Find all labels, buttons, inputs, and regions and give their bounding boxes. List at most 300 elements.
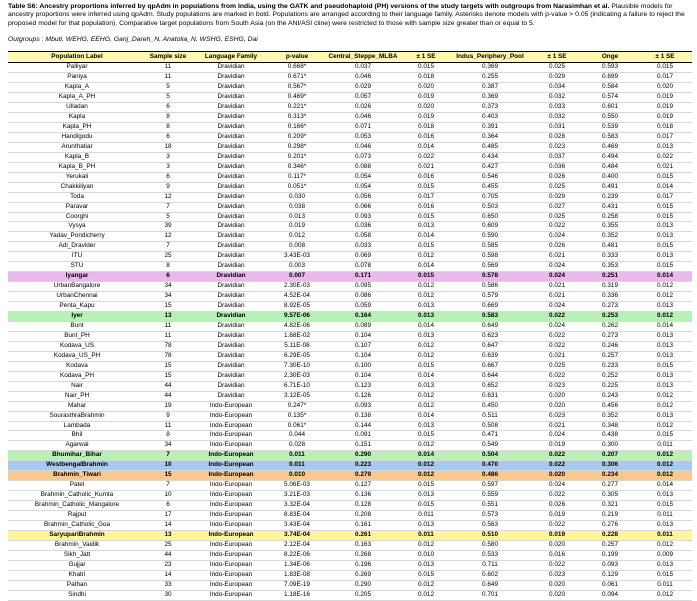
cell-central-steppe-value: 0.164 — [322, 312, 404, 322]
cell-indus-periphery-se: 0.022 — [532, 521, 582, 531]
cell-indus-periphery-se: 0.019 — [532, 511, 582, 521]
table-row — [8, 262, 692, 272]
cell-sample-size: 34 — [146, 441, 190, 451]
cell-onge-se: 0.013 — [638, 341, 692, 351]
cell-onge-value: 0.319 — [582, 282, 638, 292]
cell-indus-periphery-value: 0.403 — [448, 112, 532, 122]
cell-language-family: Dravidian — [190, 212, 272, 222]
cell-p-value: 1.68E-02 — [272, 331, 322, 341]
cell-p-value: 0.209* — [272, 132, 322, 142]
cell-p-value: 3.21E-03 — [272, 491, 322, 501]
cell-population-label: Kapla — [8, 112, 146, 122]
cell-onge-value: 0.061 — [582, 580, 638, 590]
cell-language-family: Dravidian — [190, 202, 272, 212]
cell-indus-periphery-se: 0.025 — [532, 63, 582, 73]
cell-population-label: Kapla_B — [8, 152, 146, 162]
table-row — [8, 451, 692, 461]
cell-central-steppe-value: 0.071 — [322, 122, 404, 132]
cell-indus-periphery-se: 0.023 — [532, 142, 582, 152]
cell-population-label: Kodava_PH — [8, 371, 146, 381]
cell-indus-periphery-value: 0.471 — [448, 431, 532, 441]
cell-indus-periphery-value: 0.649 — [448, 322, 532, 332]
cell-sample-size: 6 — [146, 501, 190, 511]
cell-central-steppe-value: 0.069 — [322, 252, 404, 262]
cell-central-steppe-se: 0.018 — [404, 73, 448, 83]
cell-onge-value: 0.228 — [582, 531, 638, 541]
table-row — [8, 531, 692, 541]
cell-sample-size: 39 — [146, 222, 190, 232]
cell-central-steppe-se: 0.016 — [404, 132, 448, 142]
cell-central-steppe-se: 0.013 — [404, 302, 448, 312]
cell-onge-se: 0.015 — [638, 63, 692, 73]
cell-central-steppe-value: 0.091 — [322, 431, 404, 441]
cell-p-value: 0.668* — [272, 63, 322, 73]
table-row — [8, 540, 692, 550]
cell-p-value: 7.09E-19 — [272, 580, 322, 590]
cell-indus-periphery-value: 0.667 — [448, 361, 532, 371]
cell-onge-se: 0.013 — [638, 560, 692, 570]
caption-title: Table S6: Ancestry proportions inferred by qpAdm in populations from India, using the GATK and pseudohaploid (PH) versions of the study targets with outgroups from Narasimhan et al. — [8, 3, 610, 10]
cell-central-steppe-value: 0.057 — [322, 93, 404, 103]
cell-onge-value: 0.574 — [582, 93, 638, 103]
cell-central-steppe-value: 0.078 — [322, 262, 404, 272]
cell-central-steppe-se: 0.015 — [404, 501, 448, 511]
cell-indus-periphery-value: 0.455 — [448, 182, 532, 192]
header-language-family: Language Family — [190, 52, 272, 63]
cell-population-label: Bunt — [8, 322, 146, 332]
table-row — [8, 521, 692, 531]
cell-central-steppe-value: 0.093 — [322, 212, 404, 222]
cell-p-value: 7.30E-10 — [272, 361, 322, 371]
cell-language-family: Indo-European — [190, 550, 272, 560]
cell-central-steppe-se: 0.012 — [404, 351, 448, 361]
table-row — [8, 73, 692, 83]
cell-central-steppe-se: 0.013 — [404, 521, 448, 531]
header-onge: Onge — [582, 52, 638, 63]
cell-sample-size: 6 — [146, 272, 190, 282]
cell-central-steppe-value: 0.123 — [322, 381, 404, 391]
cell-language-family: Dravidian — [190, 162, 272, 172]
cell-indus-periphery-value: 0.579 — [448, 292, 532, 302]
cell-p-value: 0.030 — [272, 192, 322, 202]
cell-p-value: 0.166* — [272, 122, 322, 132]
table-row — [8, 461, 692, 471]
cell-central-steppe-se: 0.018 — [404, 122, 448, 132]
cell-language-family: Dravidian — [190, 152, 272, 162]
cell-indus-periphery-value: 0.609 — [448, 222, 532, 232]
cell-sample-size: 15 — [146, 302, 190, 312]
cell-central-steppe-value: 0.037 — [322, 63, 404, 73]
cell-onge-se: 0.009 — [638, 550, 692, 560]
cell-population-label: Vysya — [8, 222, 146, 232]
cell-onge-value: 0.199 — [582, 550, 638, 560]
cell-indus-periphery-se: 0.024 — [532, 272, 582, 282]
cell-population-label: Kodava_US_PH — [8, 351, 146, 361]
cell-central-steppe-value: 0.104 — [322, 331, 404, 341]
cell-central-steppe-value: 0.104 — [322, 371, 404, 381]
cell-indus-periphery-value: 0.369 — [448, 93, 532, 103]
cell-population-label: Agarwal — [8, 441, 146, 451]
cell-language-family: Dravidian — [190, 272, 272, 282]
cell-onge-se: 0.021 — [638, 162, 692, 172]
cell-population-label: Gujjar — [8, 560, 146, 570]
cell-sample-size: 11 — [146, 73, 190, 83]
cell-onge-se: 0.015 — [638, 202, 692, 212]
cell-central-steppe-se: 0.013 — [404, 222, 448, 232]
cell-p-value: 1.18E-16 — [272, 590, 322, 600]
header-central-steppe: Central_Steppe_MLBA — [322, 52, 404, 63]
cell-indus-periphery-se: 0.022 — [532, 371, 582, 381]
cell-sample-size: 34 — [146, 282, 190, 292]
cell-onge-se: 0.017 — [638, 192, 692, 202]
cell-language-family: Indo-European — [190, 431, 272, 441]
cell-central-steppe-value: 0.046 — [322, 142, 404, 152]
cell-onge-se: 0.015 — [638, 361, 692, 371]
table-row — [8, 421, 692, 431]
cell-population-label: Pathan — [8, 580, 146, 590]
cell-language-family: Dravidian — [190, 361, 272, 371]
cell-central-steppe-value: 0.290 — [322, 451, 404, 461]
cell-indus-periphery-value: 0.586 — [448, 282, 532, 292]
cell-onge-value: 0.494 — [582, 152, 638, 162]
cell-indus-periphery-value: 0.602 — [448, 570, 532, 580]
table-row — [8, 580, 692, 590]
cell-onge-value: 0.491 — [582, 182, 638, 192]
cell-onge-se: 0.019 — [638, 93, 692, 103]
cell-indus-periphery-se: 0.020 — [532, 580, 582, 590]
cell-indus-periphery-value: 0.551 — [448, 501, 532, 511]
cell-sample-size: 11 — [146, 331, 190, 341]
cell-central-steppe-value: 0.107 — [322, 341, 404, 351]
cell-indus-periphery-value: 0.504 — [448, 451, 532, 461]
table-row — [8, 282, 692, 292]
cell-p-value: 2.12E-04 — [272, 540, 322, 550]
cell-onge-value: 0.219 — [582, 511, 638, 521]
cell-p-value: 0.117* — [272, 172, 322, 182]
cell-central-steppe-se: 0.012 — [404, 590, 448, 600]
cell-onge-se: 0.012 — [638, 391, 692, 401]
cell-central-steppe-se: 0.013 — [404, 491, 448, 501]
cell-sample-size: 15 — [146, 361, 190, 371]
cell-onge-value: 0.539 — [582, 122, 638, 132]
table-body — [8, 63, 692, 600]
cell-onge-value: 0.257 — [582, 351, 638, 361]
cell-population-label: Kapla_B_PH — [8, 162, 146, 172]
cell-p-value: 0.044 — [272, 431, 322, 441]
cell-onge-value: 0.234 — [582, 471, 638, 481]
cell-language-family: Indo-European — [190, 451, 272, 461]
cell-language-family: Indo-European — [190, 441, 272, 451]
cell-central-steppe-se: 0.014 — [404, 322, 448, 332]
cell-indus-periphery-value: 0.369 — [448, 63, 532, 73]
cell-population-label: Rajput — [8, 511, 146, 521]
cell-p-value: 0.567* — [272, 83, 322, 93]
cell-indus-periphery-value: 0.510 — [448, 531, 532, 541]
cell-indus-periphery-value: 0.486 — [448, 471, 532, 481]
cell-central-steppe-se: 0.014 — [404, 262, 448, 272]
cell-central-steppe-value: 0.104 — [322, 351, 404, 361]
cell-onge-value: 0.355 — [582, 222, 638, 232]
cell-sample-size: 11 — [146, 63, 190, 73]
cell-central-steppe-se: 0.012 — [404, 580, 448, 590]
cell-p-value: 0.298* — [272, 142, 322, 152]
table-row — [8, 132, 692, 142]
table-row — [8, 312, 692, 322]
cell-p-value: 3.43E-04 — [272, 521, 322, 531]
cell-sample-size: 13 — [146, 312, 190, 322]
cell-language-family: Dravidian — [190, 172, 272, 182]
cell-indus-periphery-se: 0.023 — [532, 411, 582, 421]
header-population-label: Population Label — [8, 52, 146, 63]
cell-sample-size: 78 — [146, 351, 190, 361]
cell-population-label: Patel — [8, 481, 146, 491]
cell-onge-se: 0.013 — [638, 381, 692, 391]
cell-language-family: Dravidian — [190, 282, 272, 292]
cell-onge-se: 0.020 — [638, 83, 692, 93]
cell-onge-se: 0.012 — [638, 401, 692, 411]
cell-p-value: 0.003 — [272, 262, 322, 272]
cell-onge-value: 0.262 — [582, 322, 638, 332]
table-row — [8, 202, 692, 212]
cell-onge-se: 0.011 — [638, 441, 692, 451]
cell-p-value: 0.051* — [272, 182, 322, 192]
cell-onge-se: 0.019 — [638, 103, 692, 113]
cell-indus-periphery-value: 0.644 — [448, 371, 532, 381]
cell-onge-se: 0.011 — [638, 531, 692, 541]
cell-indus-periphery-se: 0.026 — [532, 172, 582, 182]
cell-central-steppe-value: 0.138 — [322, 411, 404, 421]
cell-indus-periphery-value: 0.652 — [448, 381, 532, 391]
cell-onge-se: 0.012 — [638, 540, 692, 550]
cell-sample-size: 12 — [146, 192, 190, 202]
cell-onge-se: 0.014 — [638, 182, 692, 192]
cell-central-steppe-value: 0.056 — [322, 192, 404, 202]
table-row — [8, 361, 692, 371]
cell-onge-value: 0.352 — [582, 232, 638, 242]
cell-onge-se: 0.012 — [638, 590, 692, 600]
cell-population-label: Mahar — [8, 401, 146, 411]
cell-indus-periphery-value: 0.711 — [448, 560, 532, 570]
cell-population-label: Khatri — [8, 570, 146, 580]
cell-population-label: Brahmin_Catholic_Mangalore — [8, 501, 146, 511]
cell-onge-value: 0.243 — [582, 391, 638, 401]
cell-indus-periphery-se: 0.034 — [532, 83, 582, 93]
cell-indus-periphery-value: 0.549 — [448, 441, 532, 451]
cell-onge-value: 0.469 — [582, 142, 638, 152]
table-row — [8, 381, 692, 391]
table-row — [8, 411, 692, 421]
table-row — [8, 351, 692, 361]
cell-sample-size: 17 — [146, 511, 190, 521]
cell-central-steppe-value: 0.026 — [322, 103, 404, 113]
cell-onge-value: 0.225 — [582, 381, 638, 391]
cell-onge-value: 0.239 — [582, 192, 638, 202]
cell-onge-value: 0.257 — [582, 540, 638, 550]
cell-sample-size: 78 — [146, 341, 190, 351]
cell-population-label: Coorghi — [8, 212, 146, 222]
cell-central-steppe-value: 0.073 — [322, 152, 404, 162]
cell-population-label: Paravar — [8, 202, 146, 212]
cell-p-value: 3.32E-04 — [272, 501, 322, 511]
cell-indus-periphery-se: 0.024 — [532, 302, 582, 312]
cell-central-steppe-value: 0.033 — [322, 242, 404, 252]
cell-p-value: 0.038 — [272, 202, 322, 212]
cell-onge-se: 0.014 — [638, 481, 692, 491]
cell-population-label: Bhumihar_Bihar — [8, 451, 146, 461]
cell-onge-se: 0.015 — [638, 212, 692, 222]
table-row — [8, 242, 692, 252]
cell-sample-size: 12 — [146, 232, 190, 242]
cell-indus-periphery-value: 0.647 — [448, 341, 532, 351]
cell-language-family: Dravidian — [190, 341, 272, 351]
cell-population-label: UrbanChennai — [8, 292, 146, 302]
table-row — [8, 172, 692, 182]
cell-central-steppe-se: 0.013 — [404, 381, 448, 391]
cell-sample-size: 9 — [146, 411, 190, 421]
cell-central-steppe-value: 0.171 — [322, 272, 404, 282]
cell-indus-periphery-se: 0.021 — [532, 421, 582, 431]
cell-indus-periphery-se: 0.022 — [532, 222, 582, 232]
cell-population-label: Lambada — [8, 421, 146, 431]
cell-population-label: Handigodu — [8, 132, 146, 142]
cell-central-steppe-se: 0.010 — [404, 550, 448, 560]
cell-onge-value: 0.129 — [582, 570, 638, 580]
cell-indus-periphery-se: 0.020 — [532, 401, 582, 411]
cell-language-family: Dravidian — [190, 351, 272, 361]
cell-central-steppe-value: 0.268 — [322, 550, 404, 560]
cell-p-value: 3.43E-03 — [272, 252, 322, 262]
cell-onge-se: 0.013 — [638, 222, 692, 232]
cell-onge-value: 0.258 — [582, 212, 638, 222]
cell-p-value: 1.34E-06 — [272, 560, 322, 570]
cell-sample-size: 8 — [146, 262, 190, 272]
cell-sample-size: 15 — [146, 371, 190, 381]
cell-language-family: Dravidian — [190, 302, 272, 312]
cell-indus-periphery-value: 0.580 — [448, 540, 532, 550]
cell-central-steppe-value: 0.086 — [322, 292, 404, 302]
cell-indus-periphery-se: 0.037 — [532, 152, 582, 162]
cell-indus-periphery-value: 0.508 — [448, 421, 532, 431]
cell-population-label: SaryupariBrahmin — [8, 531, 146, 541]
cell-population-label: Kapla_A_PH — [8, 93, 146, 103]
cell-indus-periphery-value: 0.569 — [448, 262, 532, 272]
table-row — [8, 162, 692, 172]
cell-onge-se: 0.012 — [638, 471, 692, 481]
cell-indus-periphery-value: 0.631 — [448, 391, 532, 401]
cell-p-value: 0.028 — [272, 441, 322, 451]
cell-language-family: Indo-European — [190, 461, 272, 471]
cell-onge-se: 0.013 — [638, 411, 692, 421]
cell-sample-size: 25 — [146, 540, 190, 550]
cell-p-value: 8.92E-05 — [272, 302, 322, 312]
cell-population-label: Kapla_PH — [8, 122, 146, 132]
cell-indus-periphery-value: 0.387 — [448, 83, 532, 93]
cell-central-steppe-value: 0.161 — [322, 521, 404, 531]
cell-sample-size: 6 — [146, 172, 190, 182]
cell-p-value: 3.12E-05 — [272, 391, 322, 401]
cell-central-steppe-se: 0.012 — [404, 461, 448, 471]
cell-sample-size: 15 — [146, 471, 190, 481]
cell-onge-se: 0.012 — [638, 421, 692, 431]
cell-p-value: 3.74E-04 — [272, 531, 322, 541]
cell-p-value: 0.012 — [272, 232, 322, 242]
cell-sample-size: 44 — [146, 381, 190, 391]
cell-indus-periphery-value: 0.450 — [448, 401, 532, 411]
cell-onge-se: 0.013 — [638, 351, 692, 361]
cell-language-family: Dravidian — [190, 371, 272, 381]
cell-language-family: Dravidian — [190, 182, 272, 192]
cell-p-value: 5.06E-03 — [272, 481, 322, 491]
cell-population-label: STU — [8, 262, 146, 272]
cell-indus-periphery-value: 0.546 — [448, 172, 532, 182]
cell-population-label: Arunthatiar — [8, 142, 146, 152]
cell-indus-periphery-value: 0.639 — [448, 351, 532, 361]
cell-onge-se: 0.012 — [638, 461, 692, 471]
cell-central-steppe-se: 0.022 — [404, 152, 448, 162]
cell-indus-periphery-se: 0.019 — [532, 531, 582, 541]
cell-central-steppe-value: 0.036 — [322, 222, 404, 232]
cell-sample-size: 3 — [146, 152, 190, 162]
cell-central-steppe-se: 0.013 — [404, 421, 448, 431]
cell-indus-periphery-se: 0.032 — [532, 112, 582, 122]
cell-central-steppe-se: 0.021 — [404, 162, 448, 172]
cell-population-label: Yadav_Pondicherry — [8, 232, 146, 242]
table-row — [8, 152, 692, 162]
cell-central-steppe-se: 0.012 — [404, 391, 448, 401]
cell-language-family: Indo-European — [190, 590, 272, 600]
cell-population-label: UrbanBangalore — [8, 282, 146, 292]
cell-central-steppe-value: 0.279 — [322, 471, 404, 481]
cell-central-steppe-value: 0.269 — [322, 570, 404, 580]
table-row — [8, 511, 692, 521]
cell-indus-periphery-se: 0.021 — [532, 292, 582, 302]
cell-onge-value: 0.321 — [582, 501, 638, 511]
cell-indus-periphery-value: 0.590 — [448, 232, 532, 242]
cell-onge-se: 0.013 — [638, 302, 692, 312]
cell-central-steppe-value: 0.046 — [322, 73, 404, 83]
cell-indus-periphery-value: 0.573 — [448, 511, 532, 521]
cell-sample-size: 5 — [146, 212, 190, 222]
cell-central-steppe-se: 0.014 — [404, 451, 448, 461]
cell-p-value: 9.57E-06 — [272, 312, 322, 322]
cell-language-family: Indo-European — [190, 531, 272, 541]
cell-onge-value: 0.246 — [582, 341, 638, 351]
table-row — [8, 182, 692, 192]
cell-central-steppe-se: 0.015 — [404, 481, 448, 491]
cell-onge-value: 0.550 — [582, 112, 638, 122]
cell-sample-size: 8 — [146, 122, 190, 132]
cell-sample-size: 6 — [146, 103, 190, 113]
table-row — [8, 471, 692, 481]
cell-language-family: Dravidian — [190, 331, 272, 341]
cell-population-label: Sikh_Jatt — [8, 550, 146, 560]
cell-indus-periphery-value: 0.255 — [448, 73, 532, 83]
cell-sample-size: 44 — [146, 391, 190, 401]
cell-central-steppe-se: 0.015 — [404, 570, 448, 580]
table-row — [8, 192, 692, 202]
cell-onge-se: 0.013 — [638, 371, 692, 381]
cell-indus-periphery-value: 0.391 — [448, 122, 532, 132]
cell-language-family: Indo-European — [190, 491, 272, 501]
table-row — [8, 103, 692, 113]
cell-central-steppe-value: 0.290 — [322, 580, 404, 590]
cell-central-steppe-value: 0.127 — [322, 481, 404, 491]
cell-indus-periphery-se: 0.025 — [532, 361, 582, 371]
cell-language-family: Indo-European — [190, 401, 272, 411]
table-row — [8, 83, 692, 93]
cell-population-label: SourasthraBrahmin — [8, 411, 146, 421]
cell-indus-periphery-value: 0.623 — [448, 331, 532, 341]
